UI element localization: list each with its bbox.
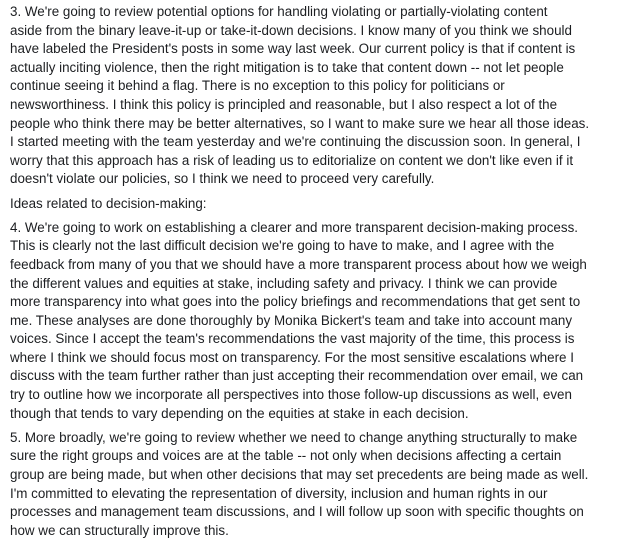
paragraph-structural-review: 5. More broadly, we're going to review whether we need to change anything structurally to make sure the right groups and voices are at the table -- not only when decisions affecting a certain group are being made, but when other decisions that may set precedents are being made as well. I'm committed to elevating the representation of diversity, inclusion and human rights in our processes and management team discussions, and I will follow up soon with specific thoughts on how we can structurally improve this.: [10, 429, 589, 538]
paragraph-transparent-process: 4. We're going to work on establishing a clearer and more transparent decision-making process. This is clearly not the last difficult decision we're going to have to make, and I agree with the feedback from many of you that we should have a more transparent process about how we weigh the different values and equities at stake, including safety and privacy. I think we can provide more transparency into what goes into the policy briefings and recommendations that get sent to me. These analyses are done thoroughly by Monika Bickert's team and take into account many voices. Since I accept the team's recommendations the vast majority of the time, this process is where I think we should focus most on transparency. For the most sensitive escalations where I discuss with the team further rather than just accepting their recommendation over email, we can try to outline how we incorporate all perspectives into those follow-up discussions as well, even though that tends to vary depending on the equities at stake in each decision.: [10, 219, 587, 421]
paragraph-decision-making-heading: Ideas related to decision-making:: [10, 195, 207, 211]
paragraph-policy-options: 3. We're going to review potential options for handling violating or partially-violating content aside from the binary leave-it-up or take-it-down decisions. I know many of you think we should have labeled the President's posts in some way last week. Our current policy is that if content is actually inciting violence, then the right mitigation is to take that content down -- not let people continue seeing it behind a flag. There is no exception to this policy for politicians or newsworthiness. I think this policy is principled and reasonable, but I also respect a lot of the people who think there may be better alternatives, so I want to make sure we hear all those ideas. I started meeting with the team yesterday and we're continuing the discussion soon. In general, I worry that this approach has a risk of leading us to editorialize on content we don't like even if it doesn't violate our policies, so I think we need to proceed very carefully.: [10, 4, 590, 187]
post-body: [10, 3, 630, 546]
